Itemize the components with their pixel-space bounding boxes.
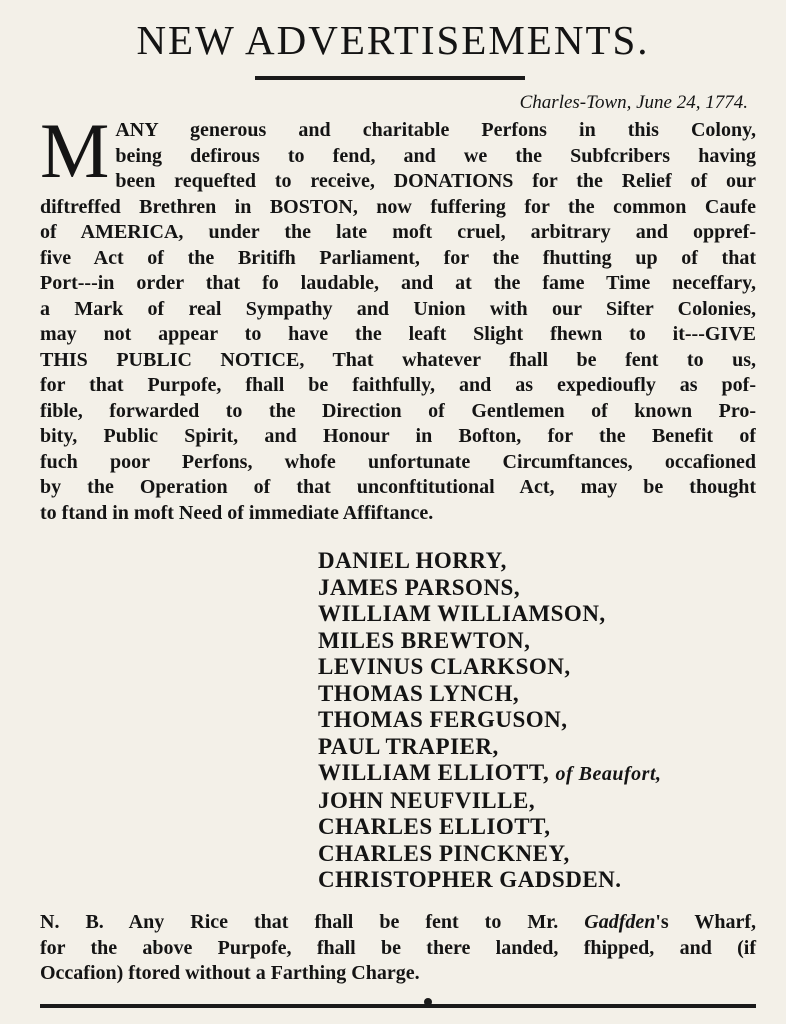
- signatory-with-suffix: [318, 760, 758, 788]
- body-line: by the Operation of that unconftitutional Act, may be thought: [40, 476, 756, 498]
- signatory: THOMAS FERGUSON,: [318, 707, 568, 732]
- body-line: bity, Public Spirit, and Honour in Bofton, for the Benefit of: [40, 425, 756, 447]
- closing-rule: [40, 1004, 756, 1008]
- body-line: fible, forwarded to the Direction of Gentlemen of known Pro-: [40, 399, 756, 422]
- signatory: LEVINUS CLARKSON,: [318, 654, 571, 679]
- body-line: to ftand in moft Need of immediate Affiftance.: [40, 501, 434, 524]
- signatory: CHARLES PINCKNEY,: [318, 840, 570, 866]
- drop-cap: M: [40, 107, 110, 194]
- heading-rule: [255, 76, 525, 80]
- signatory: THOMAS LYNCH,: [318, 680, 520, 706]
- body-line: five Act of the Britifh Parliament, for the fhutting up of that: [40, 246, 756, 269]
- section-heading: NEW ADVERTISEMENTS.: [136, 17, 650, 63]
- nota-bene: [40, 910, 756, 987]
- body-line: Port---in order that fo laudable, and at the fame Time neceffary,: [40, 272, 756, 294]
- nb-line: for the above Purpofe, fhall be there landed, fhipped, and (if: [40, 936, 756, 959]
- nb-name: Gadfden: [584, 911, 656, 933]
- signatory-list: [318, 548, 758, 894]
- signatory: JAMES PARSONS,: [318, 574, 521, 600]
- signatory: MILES BREWTON,: [318, 627, 531, 653]
- nb-line-text: 's Wharf,: [655, 911, 756, 933]
- nb-line-text: N. B. Any Rice that fhall be fent to Mr.: [40, 911, 585, 933]
- dateline: Charles-Town, June 24, 1774.: [519, 92, 748, 113]
- body-line: been requefted to receive, DONATIONS for the Relief of our: [115, 170, 756, 192]
- signatory: WILLIAM ELLIOTT,: [318, 760, 550, 785]
- signatory: CHARLES ELLIOTT,: [318, 814, 551, 839]
- signatory: WILLIAM WILLIAMSON,: [318, 601, 606, 626]
- body-line: diftreffed Brethren in BOSTON, now fuffering for the common Caufe: [40, 195, 756, 218]
- body-line: may not appear to have the leaft Slight fhewn to it---GIVE: [40, 323, 756, 345]
- body-line: ANY generous and charitable Perfons in this Colony,: [115, 119, 756, 141]
- nb-line: Occafion) ftored without a Farthing Charge.: [40, 962, 420, 984]
- body-line: THIS PUBLIC NOTICE, That whatever fhall be fent to us,: [40, 348, 756, 371]
- signatory-suffix: of Beaufort,: [555, 763, 662, 785]
- body-line: fuch poor Perfons, whofe unfortunate Circumftances, occafioned: [40, 450, 756, 473]
- notice-body: [40, 107, 756, 526]
- signatory: JOHN NEUFVILLE,: [318, 787, 536, 813]
- signatory: PAUL TRAPIER,: [318, 733, 499, 759]
- nb-line: [40, 910, 756, 936]
- body-line: for that Purpofe, fhall be faithfully, and as expedioufly as pof-: [40, 374, 756, 396]
- body-line: of AMERICA, under the late moft cruel, arbitrary and oppref-: [40, 221, 756, 243]
- signatory: DANIEL HORRY,: [318, 548, 507, 573]
- signatory: CHRISTOPHER GADSDEN.: [318, 867, 622, 892]
- rule-ornament: [424, 998, 432, 1006]
- body-line: being defirous to fend, and we the Subfcribers having: [115, 144, 756, 167]
- body-line: a Mark of real Sympathy and Union with our Sifter Colonies,: [40, 297, 756, 320]
